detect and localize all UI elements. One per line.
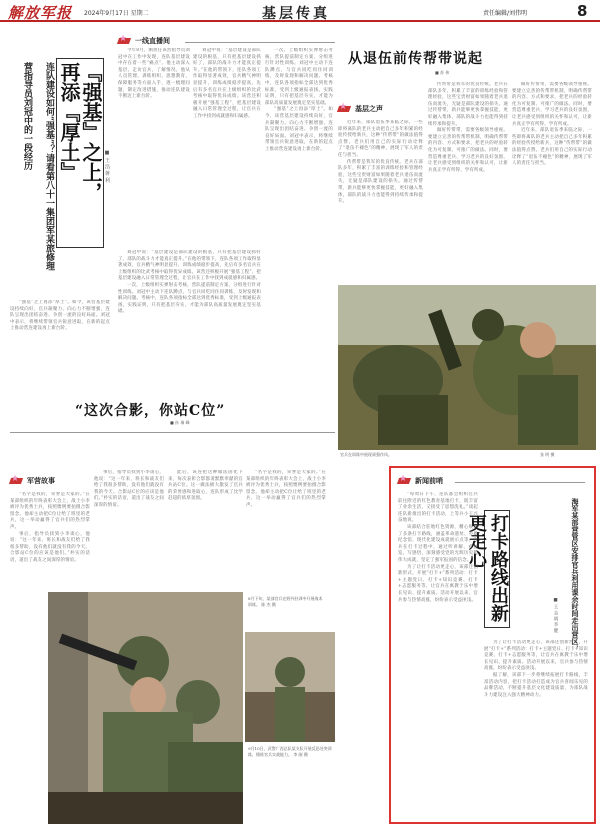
story-column-3: 此后，该连把这种做法固化下来，每次表彰合影都请默默奉献的官兵站C位。这一做法极大激发了官兵的荣誉感和进取心，连队形成了比学赶超的浓厚氛围。 (168, 470, 243, 502)
section-rule (10, 432, 335, 433)
editor-credit: 责任编辑/刘伟明 (483, 10, 528, 17)
section-head-voice (338, 104, 383, 114)
photo-credit: 张 明 摄 (540, 452, 555, 457)
story-column-4: “名字是我的，荣誉是大家的。”在某部组织的年终表彰大会上，战士小李被评为优秀士兵，按照惯例要拍摄合影留念。他却主动把C位让给了班里的老兵，这一举动赢得了官兵们的热烈掌声。 (246, 470, 326, 508)
section-rule (455, 482, 585, 483)
article-byline: ■ 王 浩 蒋 利 (104, 150, 110, 183)
story-column-2: 事后，指导员找到小李谈心，他说：“这一年来，班长和战友们给了我很多帮助，没有他们就没有我的今天。合影站C位的应该是他们。”朴实的话语，道出了战友之间深厚的情谊。 (94, 470, 164, 508)
article-column-3: 一次，上级组织实弹射击考核，营队提前制定方案，分组进行针对性训练。刘冠中主动下连队蹲点，与官兵同吃同住同训练，及时发现和解决问题。考核中，连队各项指标全部达到优秀标准，受到上级通报表扬。实践证明，只有把基层夯实，才能为部队高质量发展奠定坚实基础。 “强基”之上再添“厚土”。如今，该营基层建设持续向好，官兵凝聚力、向心力不断增强，连队呈现出团结奋进、争创一流的良好局面。刘冠中表示，将继续带领官兵锐意进取，在新的起点上推动营连建设再上新台阶。 (265, 48, 333, 152)
section-label: 新闻前哨 (415, 477, 443, 485)
soldiers-aiming-illustration (48, 592, 243, 824)
newspaper-logo: 解放军报 (8, 4, 73, 22)
subtitle-line-2: 营指导员刘冠中的一段经历 (22, 62, 32, 170)
photo-caption-2: 9月10日，武警广西总队某支队开展反恐处突训练，锤炼官兵实战能力。 李 刚 摄 (248, 746, 332, 757)
commentary-byline: ■ 苏 伟 (435, 70, 450, 75)
article-column-1: 今年8月，刚担任该营指导员刘冠中在工作中发现，连队基层建设中存在着一些“痛点”。他主动深入基层，走访官兵，了解情况。他从人员管理、训练组织、思想教育、保障服务等方面入手，逐一梳理问题，制定改进措施，推动连队建设不断迈上新台阶。 (118, 48, 190, 100)
main-title-line-2: 再添『厚土』 (57, 62, 81, 182)
soldiers-illustration (338, 285, 596, 450)
commentary-headline: 从退伍前传帮带说起 (348, 51, 483, 67)
section-head-news (398, 476, 443, 486)
section-label: 军营故事 (27, 477, 55, 485)
training-photo (338, 285, 596, 450)
story-column-1: “名字是我的，荣誉是大家的。”在某部组织的年终表彰大会上，战士小李被评为优秀士兵，按照惯例要拍摄合影留念。他却主动把C位让给了班里的老兵，这一举动赢得了官兵们的热烈掌声。 事后，指导员找到小李谈心，他说：“这一年来，班长和战友们给了我很多帮助，没有他们就没有我的今天。合影站C位的应该是他们。”朴实的话语，道出了战友之间深厚的情谊。 (10, 492, 90, 563)
section-title: 基层传真 (262, 6, 330, 22)
article-column-4: “强基”之上再添“厚土”。如今，该营基层建设持续向好，官兵凝聚力、向心力不断增强，连队呈现出团结奋进、争创一流的良好局面。刘冠中表示，将继续带领官兵锐意进取，在新的起点上推动营连建设再上新台阶。 (10, 300, 110, 332)
news-title: 打卡路线出新更走心 (466, 514, 509, 622)
section-head-live (118, 36, 170, 46)
star-flag-icon (338, 104, 352, 114)
news-column-1: “每周日下午，连队都会组织官兵前往附近的红色教育基地打卡，既丰富了业余生活，又接受了思想洗礼。”谈起连队新推出的打卡活动，上等兵小王兴奋地说。 该部结合驻地红色资源，精心规划了多条打卡路线，涵盖革命遗址、英雄纪念馆、现代化建设成就展示点等。官兵在打卡过程中，通过听讲解、看展览、写感悟，深刻感受党的光辉历史和伟大成就，坚定了强军报国的信念。 为了让打卡活动更走心，该部还创新形式，开展“打卡+”系列活动：打卡+主题党日、打卡+知识竞赛、打卡+志愿服务等，让官兵在寓教于乐中增长见识、提升素质。活动开展以来，官兵参与热情高涨，纷纷表示受益匪浅。 (398, 492, 478, 603)
article-column-5: 刘冠中说：“基层建设是部队建设的根基，只有把基层建设抓好了，部队的战斗力才能真正提升。”在他的带领下，连队各项工作取得显著成效，官兵精气神明显提升，训练成绩稳步提高，先后有多名官兵在上级组织的比武考核中取得优异成绩。该营还积极开展“强基工程”，把基层建设融入日常管理全过程，让官兵在工作中找到成就感和归属感。 一次，上级组织实弹射击考核，营队提前制定方案，分组进行针对性训练。刘冠中主动下连队蹲点，与官兵同吃同住同训练，及时发现和解决问题。考核中，连队各项指标全部达到优秀标准，受到上级通报表扬。实践证明，只有把基层夯实，才能为部队高质量发展奠定坚实基础。 (118, 250, 261, 315)
article-column-2: 刘冠中说：“基层建设是部队建设的根基，只有把基层建设抓好了，部队的战斗力才能真正提升。”在他的带领下，连队各项工作取得显著成效，官兵精气神明显提升，训练成绩稳步提高，先后有多名官兵在上级组织的比武考核中取得优异成绩。该营还积极开展“强基工程”，把基层建设融入日常管理全过程，让官兵在工作中找到成就感和归属感。 (193, 48, 261, 119)
issue-date: 2024年9月17日 星期二 (84, 10, 149, 17)
page-number: 8 (577, 2, 588, 20)
subtitle-line-1: 连队建设如何“强基”？请看第八十一集团军某旅修理 (44, 62, 54, 271)
section-label: 一线直播间 (135, 37, 170, 45)
subtitle-block (10, 62, 54, 292)
feature-byline: ■ 孙 瑞 峰 (170, 420, 190, 425)
news-column-2: 为了让打卡活动更走心，该部还创新形式，开展“打卡+”系列活动：打卡+主题党日、打卡+知识竞赛、打卡+志愿服务等，让官兵在寓教于乐中增长见识、提升素质。活动开展以来，官兵参与热情高涨，纷纷表示受益匪浅。 据了解，该部下一步将继续拓展打卡路线，丰富活动内容，把打卡活动打造成为官兵喜闻乐见的品牌活动，不断提升基层文化建设质量，为部队战斗力建设注入强大精神动力。 (484, 640, 588, 698)
counter-terror-photo (245, 632, 335, 742)
section-head-story (10, 476, 55, 486)
news-byline: ■ 王 志 明 李 健 (553, 598, 558, 633)
main-title (57, 62, 103, 247)
section-rule (185, 42, 335, 43)
commentary-column-1: 近年来，部队退伍季来临之际，一些即将离队的老兵主动把自己多年积累的经验传授给新兵，这种“传帮带”的做法值得点赞。老兵们用自己的实际行动诠释了“退伍不褪色”的精神，展现了军人的责任与担当。 传帮带是我军的优良传统。老兵在部队多年，积累了丰富的训练经验和管理经验，这些宝贵财富如果随着老兵退伍而流失，无疑是部队建设的损失。通过传帮带，新兵能够更快掌握技能，更好融入集体，部队的战斗力也能得到持续传承和提升。 (338, 120, 423, 205)
soldier-illustration (245, 632, 335, 742)
commentary-column-3: 做好传帮带，需要各级领导重视。要建立完善的传帮带机制，明确传帮带的内容、方式和要求，把老兵的经验转化为可复制、可推广的做法。同时，要营造尊重老兵、学习老兵的良好氛围，让老兵感受到组织的关怀和认可，让新兵真正学有所得、学有所成。 近年来，部队退伍季来临之际，一些即将离队的老兵主动把自己多年积累的经验传授给新兵，这种“传帮带”的做法值得点赞。老兵们用自己的实际行动诠释了“退伍不褪色”的精神，展现了军人的责任与担当。 (512, 82, 592, 167)
tactical-photo (48, 592, 243, 824)
masthead (0, 0, 600, 22)
feature-headline: “这次合影，你站C位” (75, 403, 226, 419)
commentary-column-2: 传帮带是我军的优良传统。老兵在部队多年，积累了丰富的训练经验和管理经验，这些宝贵财富如果随着老兵退伍而流失，无疑是部队建设的损失。通过传帮带，新兵能够更快掌握技能，更好融入集体，部队的战斗力也能得到持续传承和提升。 做好传帮带，需要各级领导重视。要建立完善的传帮带机制，明确传帮带的内容、方式和要求，把老兵的经验转化为可复制、可推广的做法。同时，要营造尊重老兵、学习老兵的良好氛围，让老兵感受到组织的关怀和认可，让新兵真正学有所得、学有所成。 (428, 82, 508, 173)
star-flag-icon (10, 476, 24, 486)
photo-caption-1: 8月下旬，某部官兵在野外驻训中开展战术训练。 陈 杰 摄 (248, 596, 323, 607)
star-flag-icon (398, 476, 412, 486)
main-title-line-1: 『强基』之上， (79, 62, 103, 202)
star-flag-icon (118, 36, 132, 46)
news-subtitle: 海军某部营管区安排官兵利用课余时间走出营区， (571, 498, 580, 652)
photo-caption: 官兵在训练中展现顽强作风。 (340, 452, 392, 457)
section-label: 基层之声 (355, 105, 383, 113)
